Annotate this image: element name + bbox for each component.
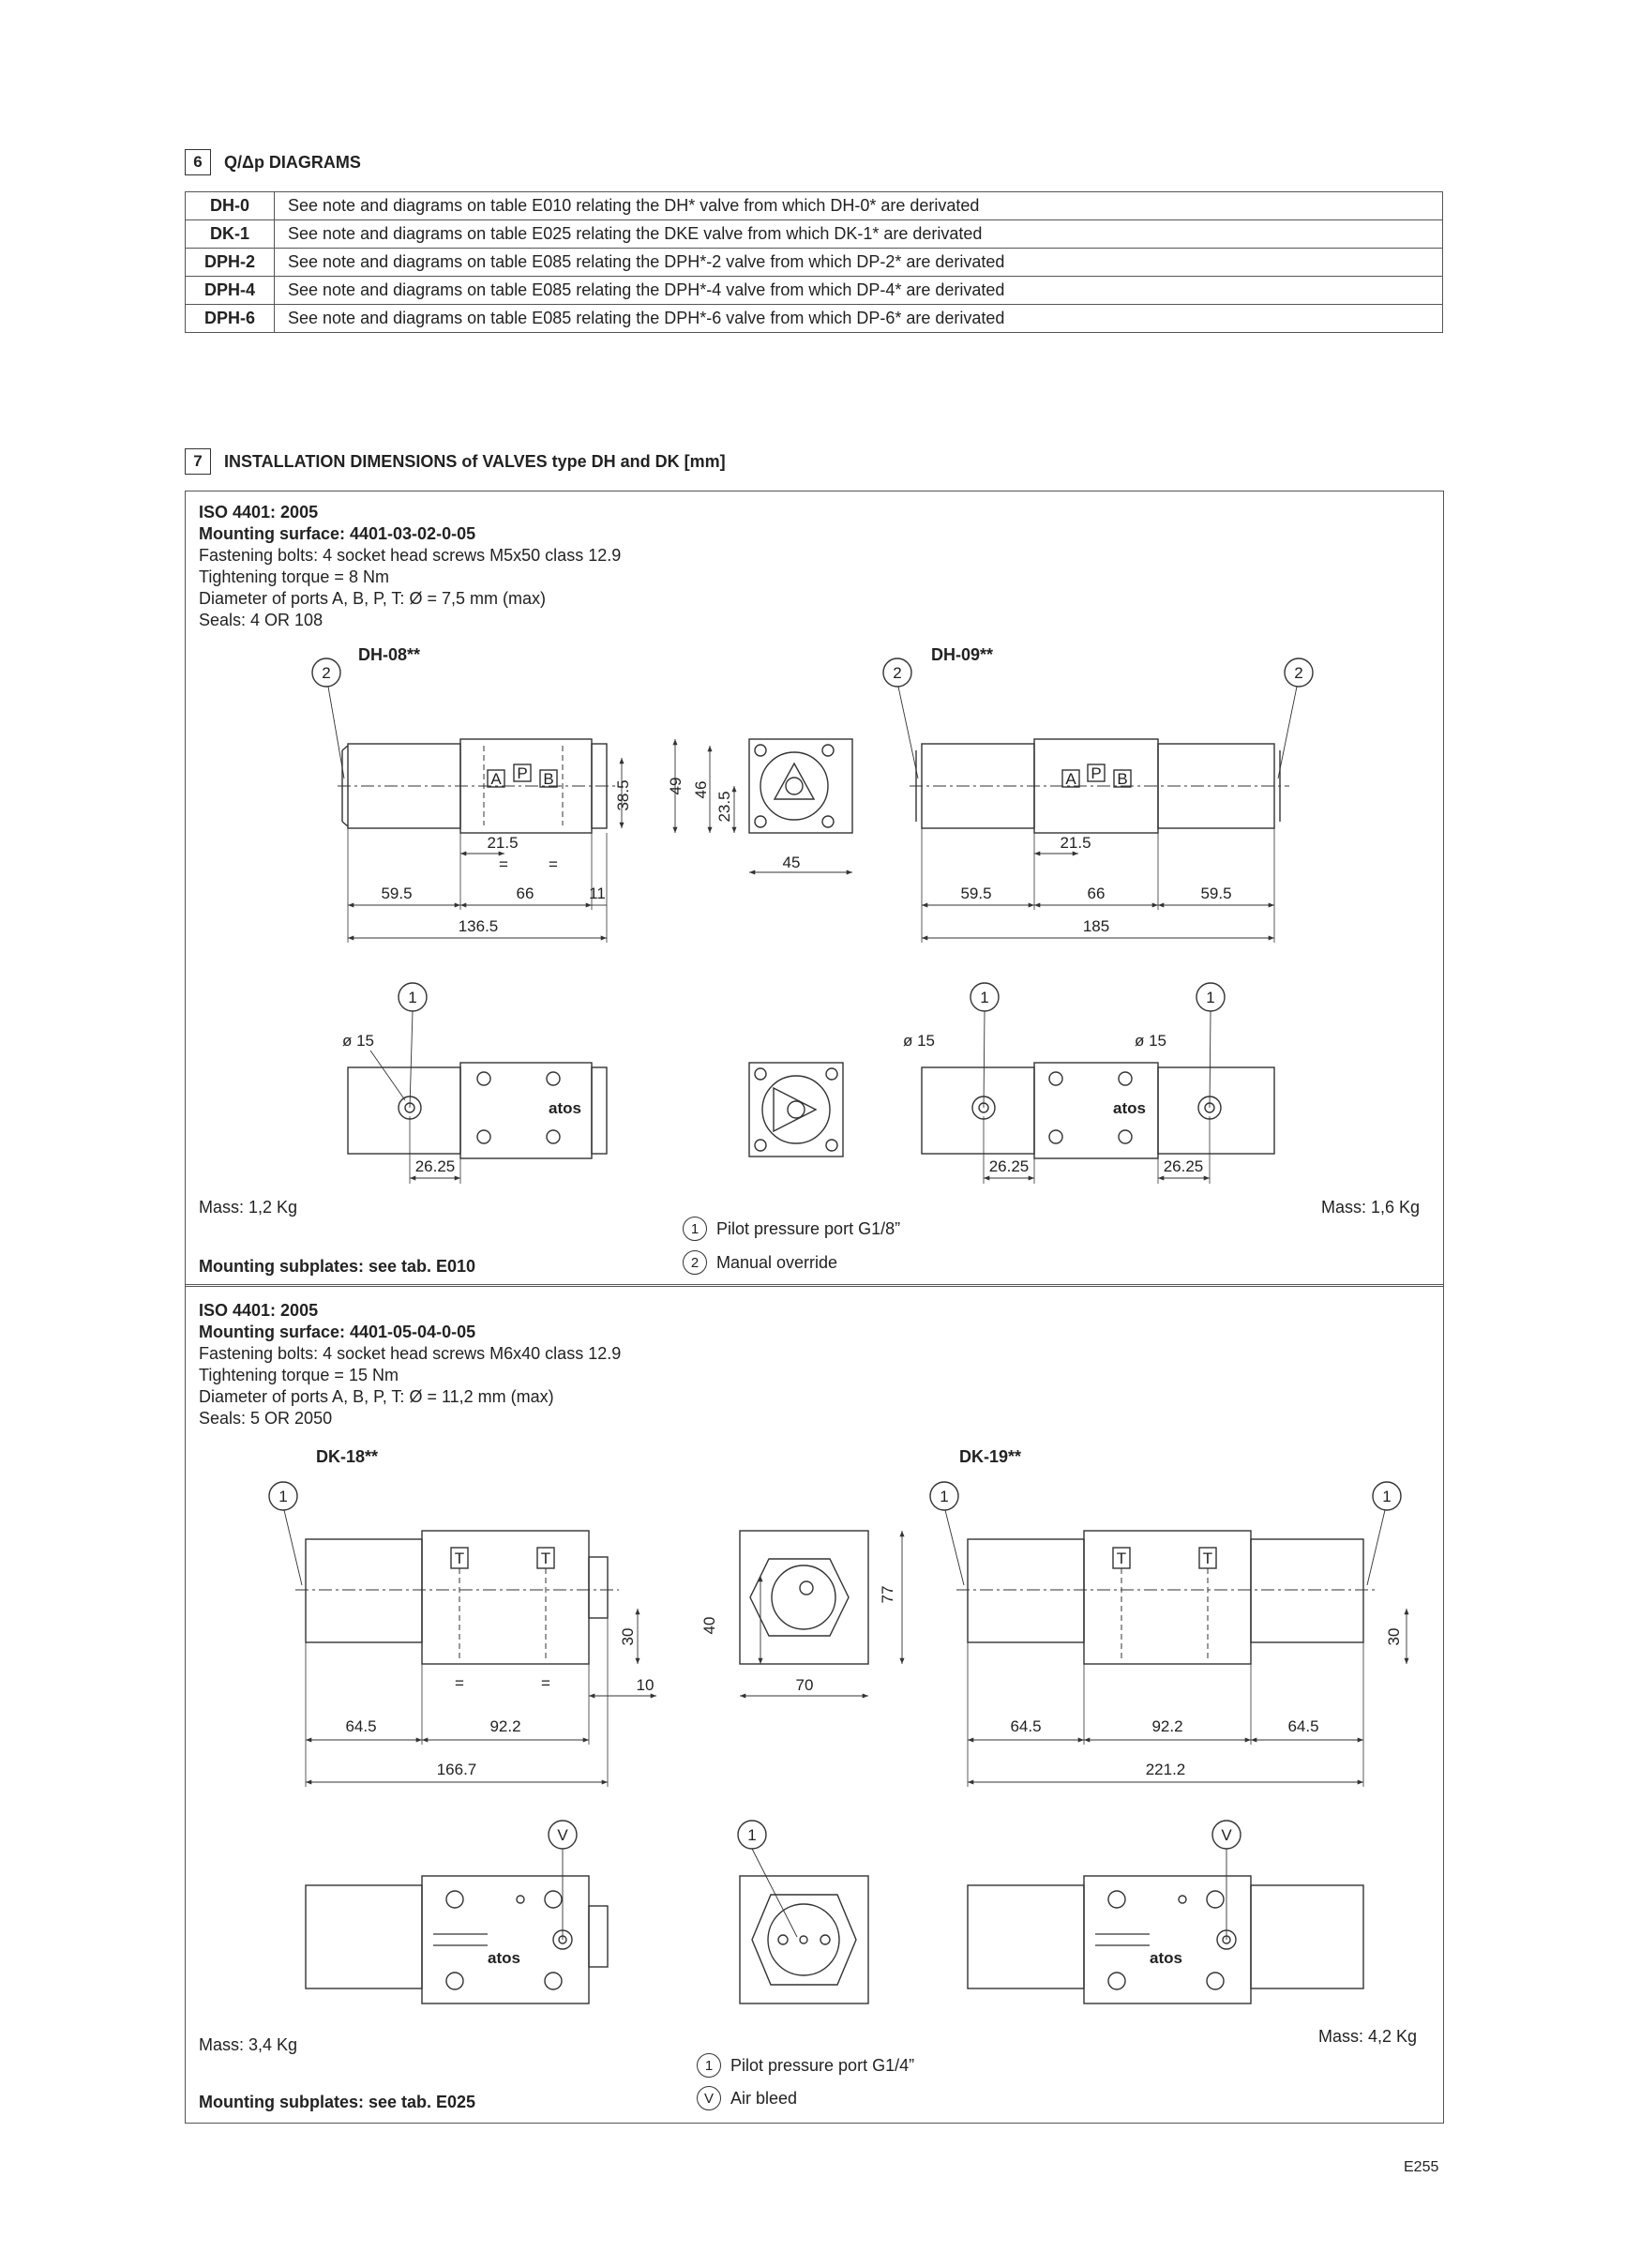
dim-59-5: 59.5 [381, 885, 413, 902]
dim-26-25: 26.25 [1163, 1157, 1204, 1175]
dim-92-2: 92.2 [489, 1717, 521, 1735]
callout-1-mark: 1 [278, 1488, 288, 1505]
dim-30: 30 [1385, 1627, 1403, 1646]
port-t-label: T [540, 1550, 551, 1567]
port-p-label: P [517, 764, 528, 782]
brand-logo-text: atos [1150, 1949, 1182, 1967]
dh-fastening-bolts: Fastening bolts: 4 socket head screws M5x50 class 12.9 [199, 546, 622, 565]
dim-45: 45 [782, 854, 801, 871]
port-a-label: A [1065, 770, 1076, 788]
dk-end-view [700, 1531, 902, 1696]
dh-subplates-note: Mounting subplates: see tab. E010 [199, 1257, 476, 1276]
callout-v-mark: V [557, 1826, 568, 1844]
dim-59-5: 59.5 [1200, 885, 1232, 902]
dh-09-mass: Mass: 1,6 Kg [1321, 1198, 1421, 1217]
dim-59-5: 59.5 [960, 885, 992, 902]
note-cell: See note and diagrams on table E085 relating the DPH*-6 valve from which DP-6* are derivated [275, 305, 1443, 333]
legend-mark-1: 1 [683, 1217, 707, 1241]
dh-port-diameter: Diameter of ports A, B, P, T: Ø = 7,5 mm (max) [199, 589, 546, 608]
port-b-label: B [1117, 770, 1128, 788]
dh-end-view [667, 739, 852, 872]
dim-66: 66 [1087, 885, 1106, 902]
brand-logo-text: atos [549, 1099, 581, 1117]
callout-1-mark: 1 [940, 1488, 949, 1505]
dh-09-side-view [883, 658, 1313, 943]
legend-mark-2: 2 [683, 1250, 707, 1275]
legend-text: Pilot pressure port G1/8” [716, 1218, 901, 1238]
dh-tightening-torque: Tightening torque = 8 Nm [199, 567, 389, 586]
dk-fastening-bolts: Fastening bolts: 4 socket head screws M6x40 class 12.9 [199, 1344, 622, 1363]
dk-tightening-torque: Tightening torque = 15 Nm [199, 1366, 399, 1384]
dim-phi-15: ø 15 [342, 1032, 375, 1050]
eq-mark: = [549, 855, 558, 873]
port-t-label: T [454, 1550, 465, 1567]
callout-2-mark: 2 [1294, 664, 1303, 682]
dh-08-mass: Mass: 1,2 Kg [199, 1198, 298, 1217]
dk-18-top-view [306, 1821, 608, 2003]
dk-18-side-view [269, 1482, 656, 1787]
legend-mark-1: 1 [697, 2053, 721, 2078]
dk-seals: Seals: 5 OR 2050 [199, 1409, 333, 1428]
dim-64-5: 64.5 [1287, 1717, 1319, 1735]
dim-166-7: 166.7 [436, 1761, 477, 1778]
callout-1-mark: 1 [1206, 989, 1215, 1006]
dim-77: 77 [879, 1585, 896, 1604]
legend-text: Manual override [716, 1252, 838, 1272]
section-6-title: Q/Δp DIAGRAMS [224, 152, 361, 172]
port-b-label: B [543, 770, 554, 788]
dim-10: 10 [636, 1676, 655, 1694]
eq-mark: = [499, 855, 508, 873]
callout-1-mark: 1 [747, 1826, 757, 1844]
note-cell: See note and diagrams on table E025 relating the DKE valve from which DK-1* are derivated [275, 220, 1443, 249]
dim-49: 49 [667, 777, 685, 795]
callout-2-mark: 2 [893, 664, 902, 682]
note-cell: See note and diagrams on table E010 relating the DH* valve from which DH-0* are derivated [275, 192, 1443, 220]
callout-2-mark: 2 [322, 664, 331, 682]
dh-09-model-label: DH-09** [931, 645, 994, 664]
note-cell: See note and diagrams on table E085 relating the DPH*-2 valve from which DP-2* are derivated [275, 249, 1443, 277]
dk-mounting-surface: Mounting surface: 4401-05-04-0-05 [199, 1323, 476, 1341]
dh-09-top-view [903, 983, 1274, 1184]
callout-1-mark: 1 [980, 989, 989, 1006]
section-7-title: INSTALLATION DIMENSIONS of VALVES type DH and DK [mm] [224, 451, 726, 471]
dk-19-side-view [930, 1482, 1407, 1787]
dh-08-side-view [312, 658, 632, 943]
dim-64-5: 64.5 [345, 1717, 377, 1735]
dim-11: 11 [589, 885, 606, 902]
port-t-label: T [1116, 1550, 1127, 1567]
dk-19-mass: Mass: 4,2 Kg [1318, 2027, 1418, 2046]
dim-66: 66 [516, 885, 534, 902]
dh-mounting-surface: Mounting surface: 4401-03-02-0-05 [199, 524, 476, 543]
callout-1-mark: 1 [408, 989, 417, 1006]
dh-08-model-label: DH-08** [358, 645, 421, 664]
footer-page-code: E255 [1404, 2159, 1439, 2175]
dim-phi-15: ø 15 [903, 1032, 936, 1050]
dim-136-5: 136.5 [458, 917, 499, 935]
dk-19-model-label: DK-19** [959, 1447, 1022, 1466]
dim-46: 46 [692, 780, 710, 799]
callout-1-mark: 1 [1382, 1488, 1392, 1505]
brand-logo-text: atos [488, 1949, 520, 1967]
dim-21-5: 21.5 [487, 834, 519, 852]
dk-standard: ISO 4401: 2005 [199, 1301, 319, 1320]
dh-standard: ISO 4401: 2005 [199, 503, 319, 522]
section-6-number: 6 [185, 149, 211, 175]
dim-30: 30 [619, 1627, 637, 1646]
dim-221-2: 221.2 [1145, 1761, 1186, 1778]
legend-text: Air bleed [730, 2088, 798, 2108]
callout-v-mark: V [1221, 1826, 1232, 1844]
dim-64-5: 64.5 [1010, 1717, 1042, 1735]
dim-26-25: 26.25 [414, 1157, 456, 1175]
legend-mark-v: V [697, 2086, 721, 2110]
port-p-label: P [1091, 764, 1102, 782]
dh-08-top-view [342, 983, 607, 1184]
dim-phi-15: ø 15 [1135, 1032, 1167, 1050]
dk-18-model-label: DK-18** [316, 1447, 379, 1466]
brand-logo-text: atos [1113, 1099, 1146, 1117]
section-7-number: 7 [185, 448, 211, 475]
dh-seals: Seals: 4 OR 108 [199, 611, 323, 629]
eq-mark: = [455, 1674, 464, 1692]
dim-21-5: 21.5 [1060, 834, 1091, 852]
eq-mark: = [541, 1674, 550, 1692]
valve-code-cell: DPH-6 [186, 305, 275, 333]
dh-end-view-bottom [749, 1063, 843, 1157]
valve-code-cell: DH-0 [186, 192, 275, 220]
dim-40: 40 [700, 1616, 718, 1635]
valve-code-cell: DPH-4 [186, 277, 275, 305]
valve-code-cell: DPH-2 [186, 249, 275, 277]
note-cell: See note and diagrams on table E085 relating the DPH*-4 valve from which DP-4* are derivated [275, 277, 1443, 305]
dim-23-5: 23.5 [715, 791, 733, 823]
port-t-label: T [1202, 1550, 1213, 1567]
dim-92-2: 92.2 [1151, 1717, 1183, 1735]
legend-text: Pilot pressure port G1/4” [730, 2055, 915, 2075]
dk-19-top-view [968, 1821, 1363, 2003]
port-a-label: A [490, 770, 502, 788]
valve-code-cell: DK-1 [186, 220, 275, 249]
dk-18-mass: Mass: 3,4 Kg [199, 2035, 298, 2054]
dk-end-view-bottom [738, 1821, 868, 2003]
dim-70: 70 [795, 1676, 814, 1694]
dim-185: 185 [1082, 917, 1110, 935]
dim-26-25: 26.25 [988, 1157, 1030, 1175]
dim-38-5: 38.5 [614, 779, 632, 811]
dk-port-diameter: Diameter of ports A, B, P, T: Ø = 11,2 mm (max) [199, 1387, 554, 1406]
dk-subplates-note: Mounting subplates: see tab. E025 [199, 2093, 476, 2111]
